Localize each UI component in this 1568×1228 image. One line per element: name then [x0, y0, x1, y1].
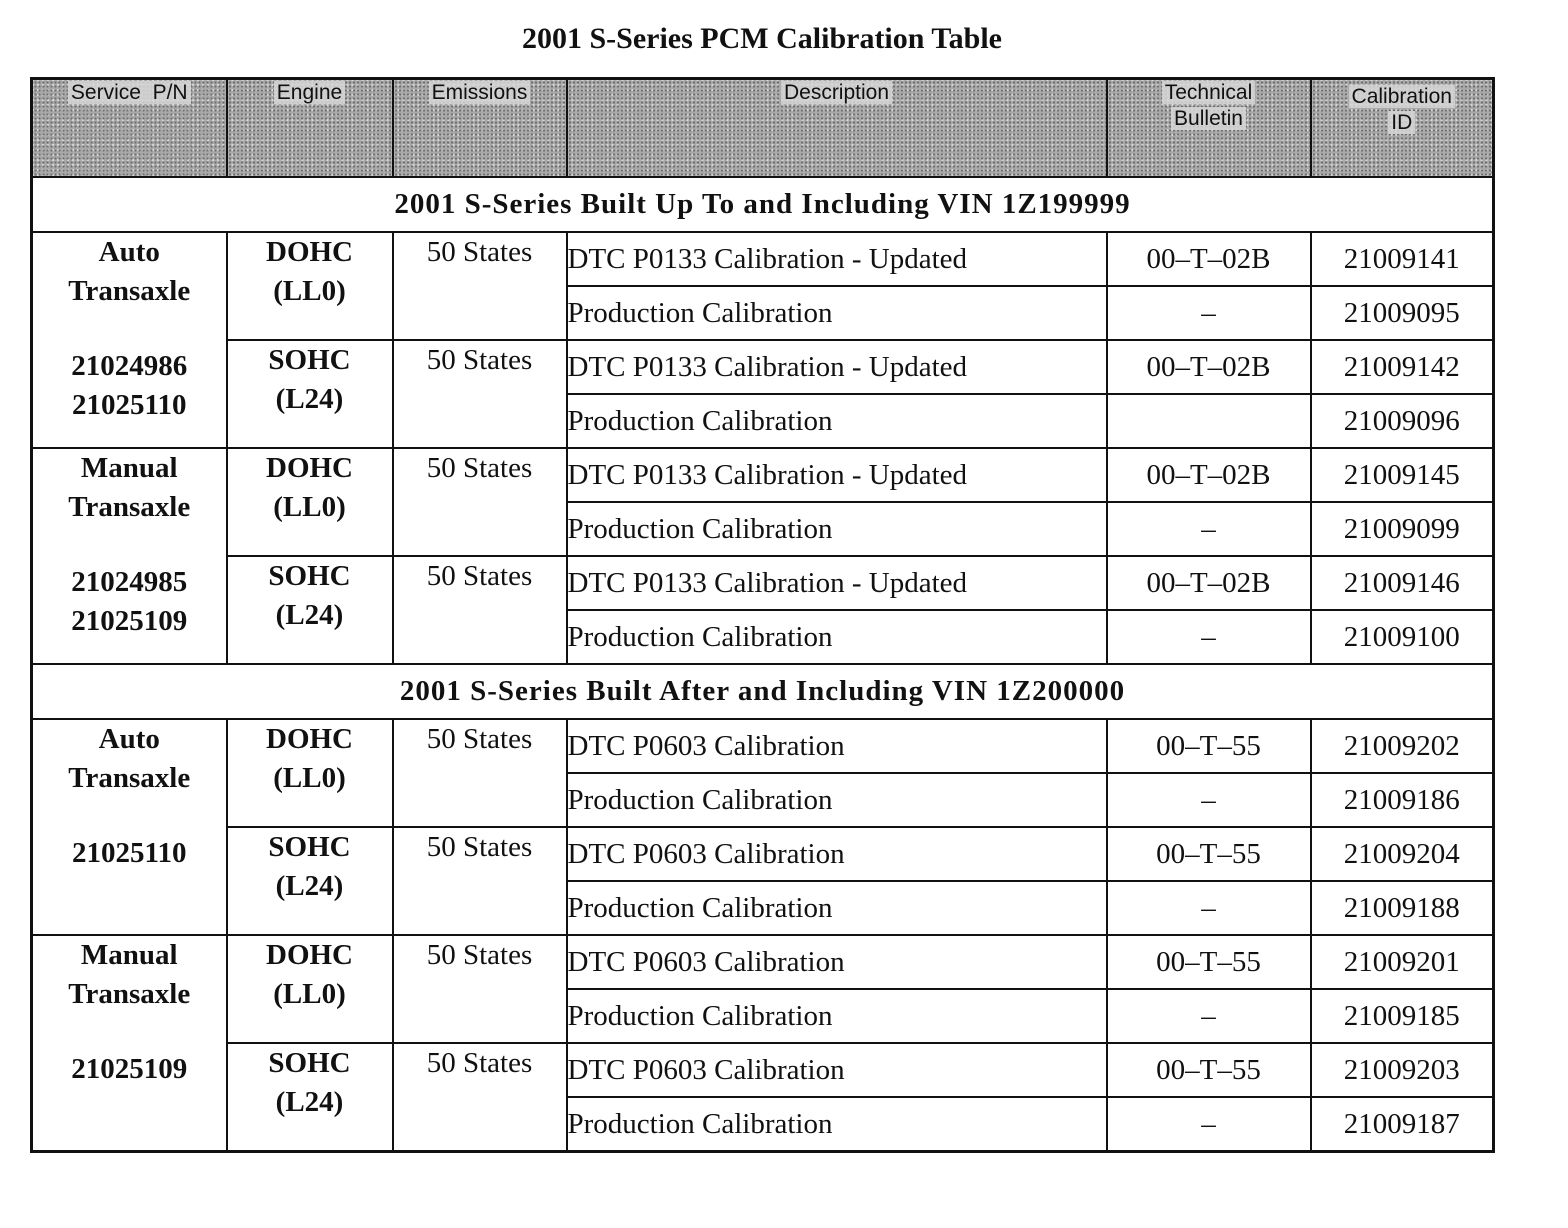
description-cell: DTC P0133 Calibration - Updated [567, 232, 1107, 286]
service-pn-cell [32, 232, 227, 448]
engine-code: (LL0) [273, 275, 346, 307]
description-cell: DTC P0133 Calibration - Updated [567, 448, 1107, 502]
technical-bulletin-cell: 00–T–02B [1107, 556, 1311, 610]
technical-bulletin-cell [1107, 394, 1311, 448]
calibration-id-cell: 21009187 [1311, 1097, 1494, 1152]
technical-bulletin-cell: 00–T–55 [1107, 827, 1311, 881]
part-number: 21025110 [72, 389, 187, 421]
engine-name: DOHC [266, 939, 353, 971]
spacer [33, 1014, 226, 1050]
header-calibration-id [1311, 79, 1494, 178]
calibration-id-cell: 21009186 [1311, 773, 1494, 827]
header-technical-bulletin-line2: Bulletin [1171, 107, 1246, 130]
table-row [32, 232, 1494, 286]
description-cell: DTC P0603 Calibration [567, 1043, 1107, 1097]
engine-name: DOHC [266, 236, 353, 268]
engine-code: (LL0) [273, 491, 346, 523]
calibration-id-cell: 21009100 [1311, 610, 1494, 664]
service-pn-cell [32, 935, 227, 1152]
section-heading-row [32, 664, 1494, 719]
engine-code: (L24) [275, 599, 344, 631]
table-header-row [32, 79, 1494, 178]
header-description [567, 79, 1107, 178]
description-cell: Production Calibration [567, 502, 1107, 556]
calibration-id-cell: 21009188 [1311, 881, 1494, 935]
calibration-id-cell: 21009145 [1311, 448, 1494, 502]
technical-bulletin-cell: 00–T–02B [1107, 232, 1311, 286]
emissions-cell: 50 States [393, 340, 567, 448]
spacer [33, 311, 226, 347]
table-row [32, 1043, 1494, 1097]
technical-bulletin-cell: 00–T–02B [1107, 340, 1311, 394]
spacer [33, 798, 226, 834]
engine-cell [227, 340, 393, 448]
engine-cell [227, 232, 393, 340]
technical-bulletin-cell: – [1107, 881, 1311, 935]
emissions-cell: 50 States [393, 1043, 567, 1152]
table-row [32, 827, 1494, 881]
transaxle-label: Manual [80, 939, 178, 971]
calibration-id-cell: 21009146 [1311, 556, 1494, 610]
table-row [32, 935, 1494, 989]
table-row [32, 556, 1494, 610]
emissions-cell: 50 States [393, 556, 567, 664]
header-engine [227, 79, 393, 178]
part-number: 21024985 [71, 566, 188, 598]
description-cell: Production Calibration [567, 1097, 1107, 1152]
technical-bulletin-cell: – [1107, 286, 1311, 340]
emissions-cell: 50 States [393, 232, 567, 340]
description-cell: Production Calibration [567, 610, 1107, 664]
engine-name: SOHC [268, 560, 351, 592]
page-title: 2001 S-Series PCM Calibration Table [521, 22, 1002, 55]
technical-bulletin-cell: – [1107, 1097, 1311, 1152]
description-cell: DTC P0133 Calibration - Updated [567, 556, 1107, 610]
part-number: 21025109 [71, 1053, 188, 1085]
engine-code: (LL0) [273, 978, 346, 1010]
service-pn-cell [32, 719, 227, 935]
transaxle-label: Auto [98, 236, 160, 268]
engine-cell [227, 556, 393, 664]
table-row [32, 340, 1494, 394]
calibration-id-cell: 21009201 [1311, 935, 1494, 989]
calibration-table [30, 77, 1495, 1153]
calibration-id-cell: 21009099 [1311, 502, 1494, 556]
engine-code: (LL0) [273, 762, 346, 794]
emissions-cell: 50 States [393, 719, 567, 827]
technical-bulletin-cell: 00–T–55 [1107, 935, 1311, 989]
engine-cell [227, 1043, 393, 1152]
description-cell: DTC P0603 Calibration [567, 935, 1107, 989]
engine-cell [227, 827, 393, 935]
technical-bulletin-cell: – [1107, 989, 1311, 1043]
description-cell: DTC P0603 Calibration [567, 827, 1107, 881]
header-emissions [393, 79, 567, 178]
service-pn-cell [32, 448, 227, 664]
engine-cell [227, 719, 393, 827]
transaxle-label: Transaxle [68, 978, 191, 1010]
engine-name: SOHC [268, 1047, 351, 1079]
calibration-id-cell: 21009141 [1311, 232, 1494, 286]
engine-name: DOHC [266, 723, 353, 755]
header-emissions-label: Emissions [429, 81, 531, 104]
spacer [33, 527, 226, 563]
transaxle-label: Transaxle [68, 762, 191, 794]
engine-code: (L24) [275, 870, 344, 902]
part-number: 21025109 [71, 605, 188, 637]
description-cell: Production Calibration [567, 881, 1107, 935]
technical-bulletin-cell: – [1107, 610, 1311, 664]
emissions-cell: 50 States [393, 827, 567, 935]
transaxle-label: Auto [98, 723, 160, 755]
header-service-pn [32, 79, 227, 178]
engine-name: SOHC [268, 831, 351, 863]
technical-bulletin-cell: – [1107, 502, 1311, 556]
header-technical-bulletin [1107, 79, 1311, 178]
emissions-cell: 50 States [393, 935, 567, 1043]
transaxle-label: Transaxle [68, 491, 191, 523]
engine-code: (L24) [275, 1086, 344, 1118]
technical-bulletin-cell: 00–T–55 [1107, 1043, 1311, 1097]
transaxle-label: Manual [80, 452, 178, 484]
engine-name: DOHC [266, 452, 353, 484]
engine-code: (L24) [275, 383, 344, 415]
calibration-id-cell: 21009095 [1311, 286, 1494, 340]
description-cell: DTC P0603 Calibration [567, 719, 1107, 773]
header-description-label: Description [781, 81, 892, 104]
section-heading: 2001 S-Series Built Up To and Including VIN 1Z199999 [32, 177, 1494, 232]
description-cell: Production Calibration [567, 773, 1107, 827]
engine-name: SOHC [268, 344, 351, 376]
calibration-id-cell: 21009202 [1311, 719, 1494, 773]
part-number: 21025110 [72, 837, 187, 869]
table-row [32, 448, 1494, 502]
header-service-pn-label: Service P/N [68, 81, 191, 104]
description-cell: DTC P0133 Calibration - Updated [567, 340, 1107, 394]
engine-cell [227, 448, 393, 556]
section-heading-row [32, 177, 1494, 232]
technical-bulletin-cell: – [1107, 773, 1311, 827]
technical-bulletin-cell: 00–T–55 [1107, 719, 1311, 773]
calibration-id-cell: 21009096 [1311, 394, 1494, 448]
header-engine-label: Engine [274, 81, 345, 104]
calibration-id-cell: 21009203 [1311, 1043, 1494, 1097]
header-calibration-id-line1: Calibration [1349, 85, 1455, 108]
technical-bulletin-cell: 00–T–02B [1107, 448, 1311, 502]
section-heading: 2001 S-Series Built After and Including VIN 1Z200000 [32, 664, 1494, 719]
description-cell: Production Calibration [567, 286, 1107, 340]
description-cell: Production Calibration [567, 989, 1107, 1043]
header-technical-bulletin-line1: Technical [1162, 81, 1256, 104]
calibration-id-cell: 21009185 [1311, 989, 1494, 1043]
description-cell: Production Calibration [567, 394, 1107, 448]
table-row [32, 719, 1494, 773]
part-number: 21024986 [71, 350, 188, 382]
engine-cell [227, 935, 393, 1043]
calibration-id-cell: 21009204 [1311, 827, 1494, 881]
header-calibration-id-line2: ID [1388, 111, 1415, 134]
calibration-id-cell: 21009142 [1311, 340, 1494, 394]
transaxle-label: Transaxle [68, 275, 191, 307]
emissions-cell: 50 States [393, 448, 567, 556]
